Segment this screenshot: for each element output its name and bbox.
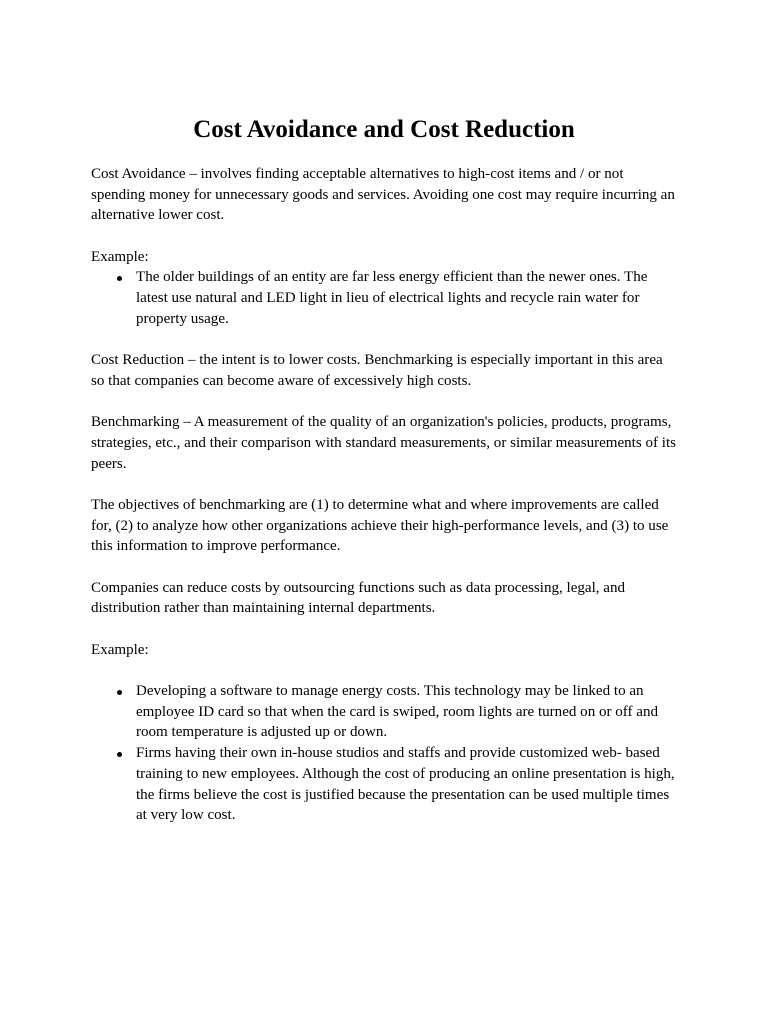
benchmarking-paragraph: Benchmarking – A measurement of the quality of an organization's policies, products, programs, strategies, etc., and their comparison with standard measurements, or similar measurements of its peers. — [91, 414, 676, 472]
cost-reduction-paragraph: Cost Reduction – the intent is to lower costs. Benchmarking is especially important in this area so that companies can become aware of excessively high costs. — [91, 352, 663, 389]
bullet-icon — [117, 690, 122, 695]
example-list — [91, 681, 711, 826]
bullet-icon — [117, 752, 122, 757]
list-item — [91, 743, 711, 826]
bullet-icon — [117, 276, 122, 281]
list-item-text: Developing a software to manage energy costs. This technology may be linked to an employee ID card so that when the card is swiped, room lights are turned on or off and room temperature is adjusted up or down. — [136, 683, 659, 741]
cost-avoidance-paragraph: Cost Avoidance – involves finding acceptable alternatives to high-cost items and / or not spending money for unnecessary goods and services. Avoiding one cost may require incurring an alternative lower cost. — [91, 166, 675, 224]
benchmarking-objectives-paragraph: The objectives of benchmarking are (1) to determine what and where improvements are called for, (2) to analyze how other organizations achieve their high-performance levels, and (3) to use this information to improve performance. — [91, 496, 669, 555]
document-body — [91, 164, 711, 826]
document-title: Cost Avoidance and Cost Reduction — [193, 116, 575, 143]
list-item — [91, 681, 711, 743]
outsourcing-paragraph: Companies can reduce costs by outsourcing functions such as data processing, legal, and distribution rather than maintaining internal departments. — [91, 579, 626, 617]
list-item — [91, 267, 711, 329]
list-item-text: Firms having their own in-house studios and staffs and provide customized web- based training to new employees. Although the cost of producing an online presentation is high, the firms believe the cost is justified because the presentation can be used multiple times at very low cost. — [136, 745, 675, 824]
example-label: Example: — [91, 248, 149, 265]
list-item-text: The older buildings of an entity are far less energy efficient than the newer ones. The latest use natural and LED light in lieu of electrical lights and recycle rain water for property usage. — [136, 269, 648, 327]
example-label: Example: — [91, 641, 149, 658]
example-list — [91, 267, 711, 329]
